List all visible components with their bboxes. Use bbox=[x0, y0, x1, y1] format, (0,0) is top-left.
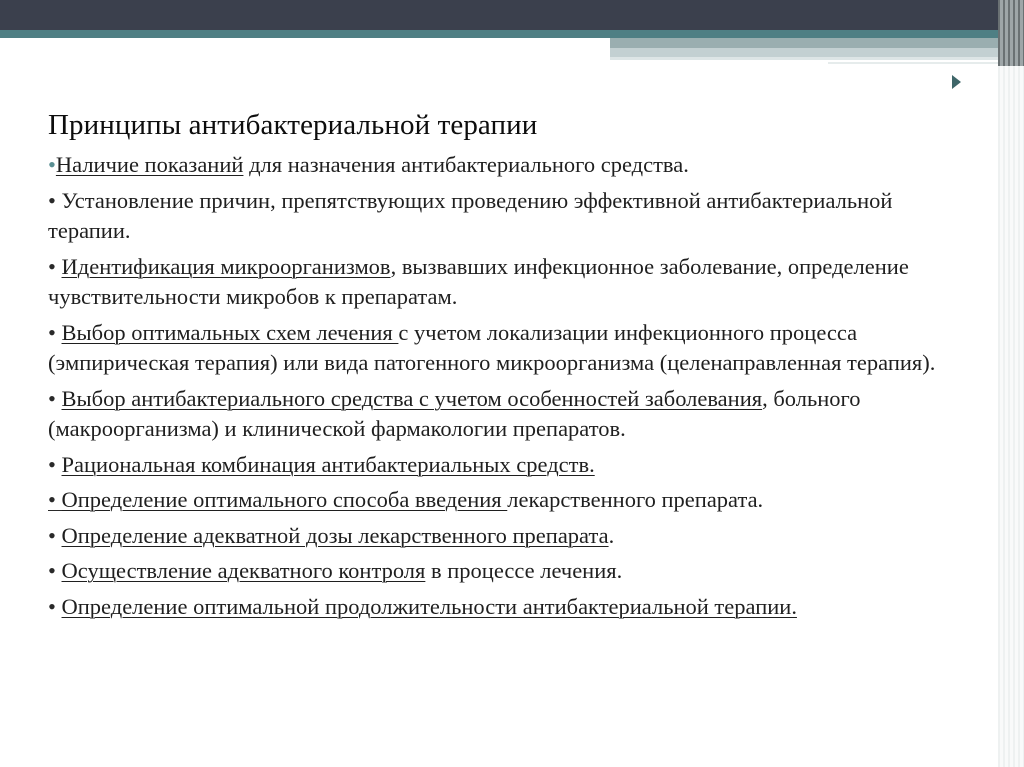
bullet: • bbox=[48, 253, 62, 279]
underlined-text: Идентификация микроорганизмов bbox=[61, 253, 391, 279]
header-dark-band bbox=[0, 0, 1024, 30]
list-item bbox=[48, 252, 968, 313]
item-text: лекарственного препарата. bbox=[507, 487, 764, 512]
header-gray-band bbox=[610, 38, 1024, 48]
underlined-text: Рациональная комбинация антибактериальных средств. bbox=[61, 451, 595, 477]
underlined-text: Определение адекватной дозы лекарственного препарата bbox=[61, 522, 609, 548]
bullet: • bbox=[48, 152, 56, 177]
list-item bbox=[48, 592, 968, 623]
bullet: • bbox=[48, 319, 62, 345]
list-item bbox=[48, 150, 968, 181]
header-teal-band bbox=[0, 30, 1024, 38]
list-item bbox=[48, 450, 968, 481]
bullet: • bbox=[48, 558, 62, 583]
underlined-text: Наличие показаний bbox=[55, 152, 244, 177]
item-text: для назначения антибактериального средства. bbox=[243, 152, 689, 177]
list-item bbox=[48, 384, 968, 445]
bullet: • bbox=[48, 451, 62, 477]
slide-content bbox=[48, 102, 968, 627]
header-thin-line-short bbox=[828, 62, 1024, 64]
header-thin-line bbox=[610, 57, 1024, 60]
list-item bbox=[48, 556, 968, 587]
bullet: • bbox=[48, 187, 62, 213]
right-edge-stripes bbox=[998, 0, 1024, 767]
item-text: , вызвавших инфекционное заболевание, определение чувствительности микробов к препаратам. bbox=[48, 253, 909, 309]
header-light-band bbox=[610, 48, 1024, 57]
bullet: • bbox=[48, 593, 62, 619]
underlined-text: Определение оптимальной продолжительности антибактериальной терапии. bbox=[61, 593, 797, 619]
bullet: • bbox=[48, 487, 62, 512]
underlined-text: Определение оптимального способа введения bbox=[61, 487, 508, 512]
item-text: с учетом локализации инфекционного процесса (эмпирическая терапия) или вида патогенного микроорганизма (целенаправленная терапия). bbox=[48, 319, 936, 375]
right-edge-stripes-top bbox=[998, 0, 1024, 66]
underlined-text: Осуществление адекватного контроля bbox=[61, 558, 426, 583]
underlined-text: Выбор антибактериального средства с учетом особенностей заболевания bbox=[61, 385, 763, 411]
item-text: , больного (макроорганизма) и клинической фармакологии препаратов. bbox=[48, 385, 861, 441]
bullet: • bbox=[48, 522, 62, 548]
triangle-marker-icon bbox=[952, 75, 961, 89]
slide-title: Принципы антибактериальной терапии bbox=[48, 109, 538, 141]
list-item bbox=[48, 521, 968, 552]
list-item bbox=[48, 318, 968, 379]
item-text: в процессе лечения. bbox=[425, 558, 623, 583]
list-item bbox=[48, 485, 968, 516]
bullet: • bbox=[48, 385, 62, 411]
underlined-text: Выбор оптимальных схем лечения bbox=[61, 319, 399, 345]
item-text: Установление причин, препятствующих проведению эффективной антибактериальной терапии. bbox=[48, 187, 893, 243]
list-item bbox=[48, 186, 968, 247]
item-text: . bbox=[608, 522, 615, 548]
